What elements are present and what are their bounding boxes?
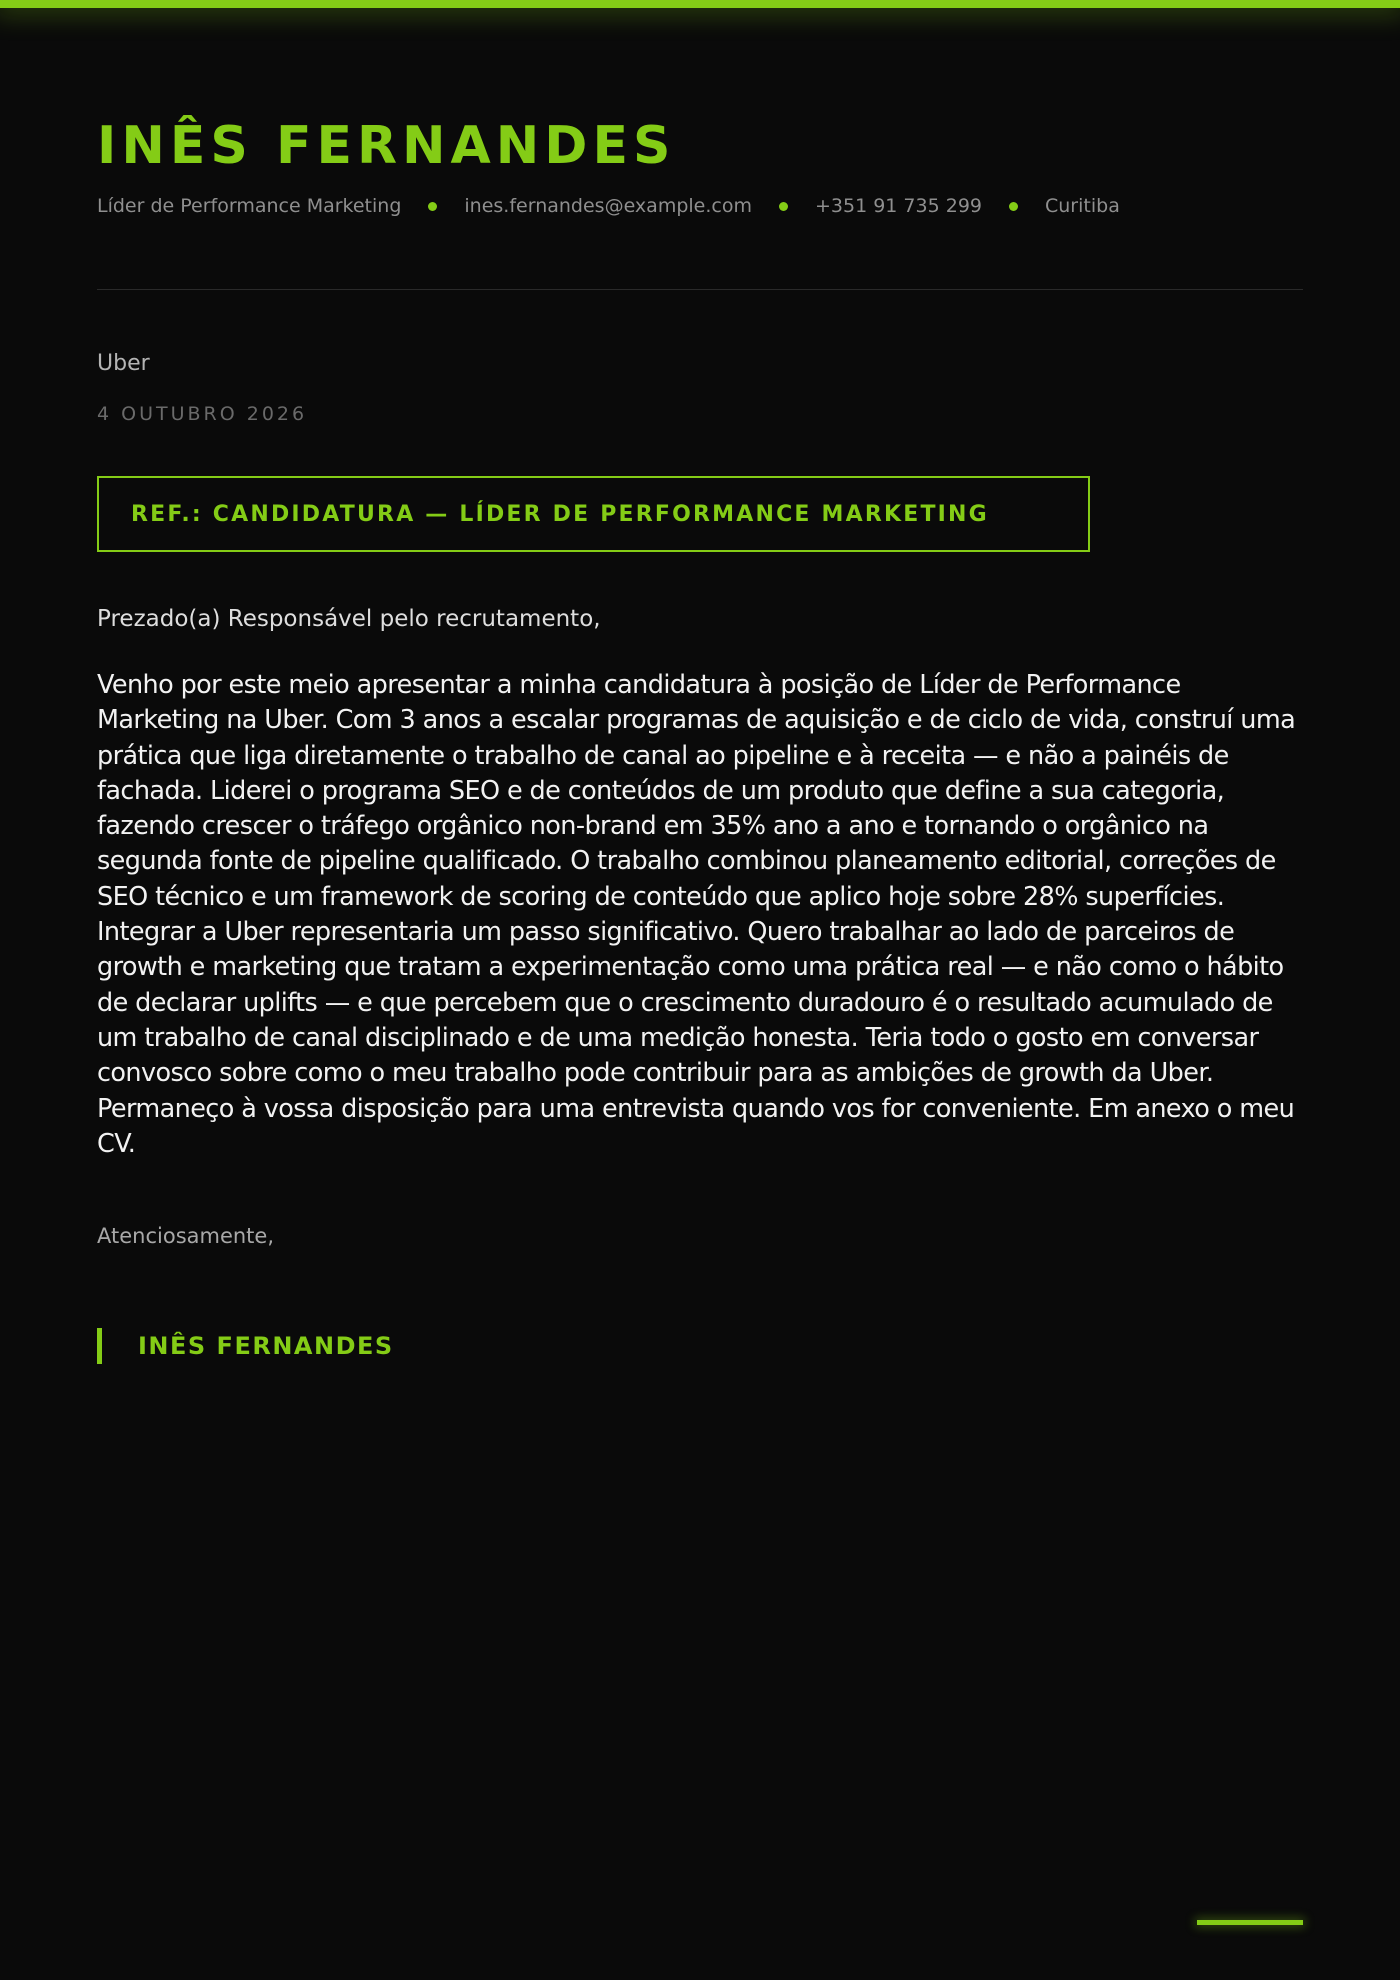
signature-accent-bar bbox=[97, 1328, 102, 1364]
applicant-name: INÊS FERNANDES bbox=[97, 116, 676, 176]
separator-dot bbox=[428, 202, 437, 211]
contact-line bbox=[97, 193, 1120, 219]
signature-block bbox=[97, 1328, 394, 1364]
recipient-company: Uber bbox=[97, 351, 150, 376]
city-text: Curitiba bbox=[1045, 195, 1120, 217]
letter-body: Venho por este meio apresentar a minha candidatura à posição de Líder de Performance Marketing na Uber. Com 3 anos a escalar programas de aquisição e de ciclo de vida, construí uma prática que liga diretamente o trabalho de canal ao pipeline e à receita — e não a painéis de fachada. Liderei o programa SEO e de conteúdos de um produto que define a sua categoria, fazendo crescer o tráfego orgânico non-brand em 35% ano a ano e tornando o orgânico na segunda fonte de pipeline qualificado. O trabalho combinou planeamento editorial, correções de SEO técnico e um framework de scoring de conteúdo que aplico hoje sobre 28% superfícies. Integrar a Uber representaria um passo significativo. Quero trabalhar ao lado de parceiros de growth e marketing que tratam a experimentação como uma prática real — e não como o hábito de declarar uplifts — e que percebem que o crescimento duradouro é o resultado acumulado de um trabalho de canal disciplinado e de uma medição honesta. Teria todo o gosto em conversar convosco sobre como o meu trabalho pode contribuir para as ambições de growth da Uber. Permaneço à vossa disposição para uma entrevista quando vos for conveniente. Em anexo o meu CV. bbox=[97, 670, 1296, 1159]
reference-text: REF.: CANDIDATURA — LÍDER DE PERFORMANCE MARKETING bbox=[131, 501, 989, 527]
top-accent-bar bbox=[0, 0, 1400, 8]
email-text: ines.fernandes@example.com bbox=[464, 195, 752, 217]
role-text: Líder de Performance Marketing bbox=[97, 195, 402, 217]
header-divider bbox=[97, 289, 1303, 290]
bottom-accent-line bbox=[1197, 1920, 1303, 1925]
separator-dot bbox=[779, 202, 788, 211]
separator-dot bbox=[1009, 202, 1018, 211]
signature-name: INÊS FERNANDES bbox=[138, 1332, 394, 1360]
letter-date: 4 OUTUBRO 2026 bbox=[97, 403, 308, 425]
salutation: Prezado(a) Responsável pelo recrutamento, bbox=[97, 606, 601, 632]
reference-box bbox=[97, 476, 1090, 552]
closing: Atenciosamente, bbox=[97, 1224, 275, 1248]
phone-text: +351 91 735 299 bbox=[814, 195, 982, 217]
